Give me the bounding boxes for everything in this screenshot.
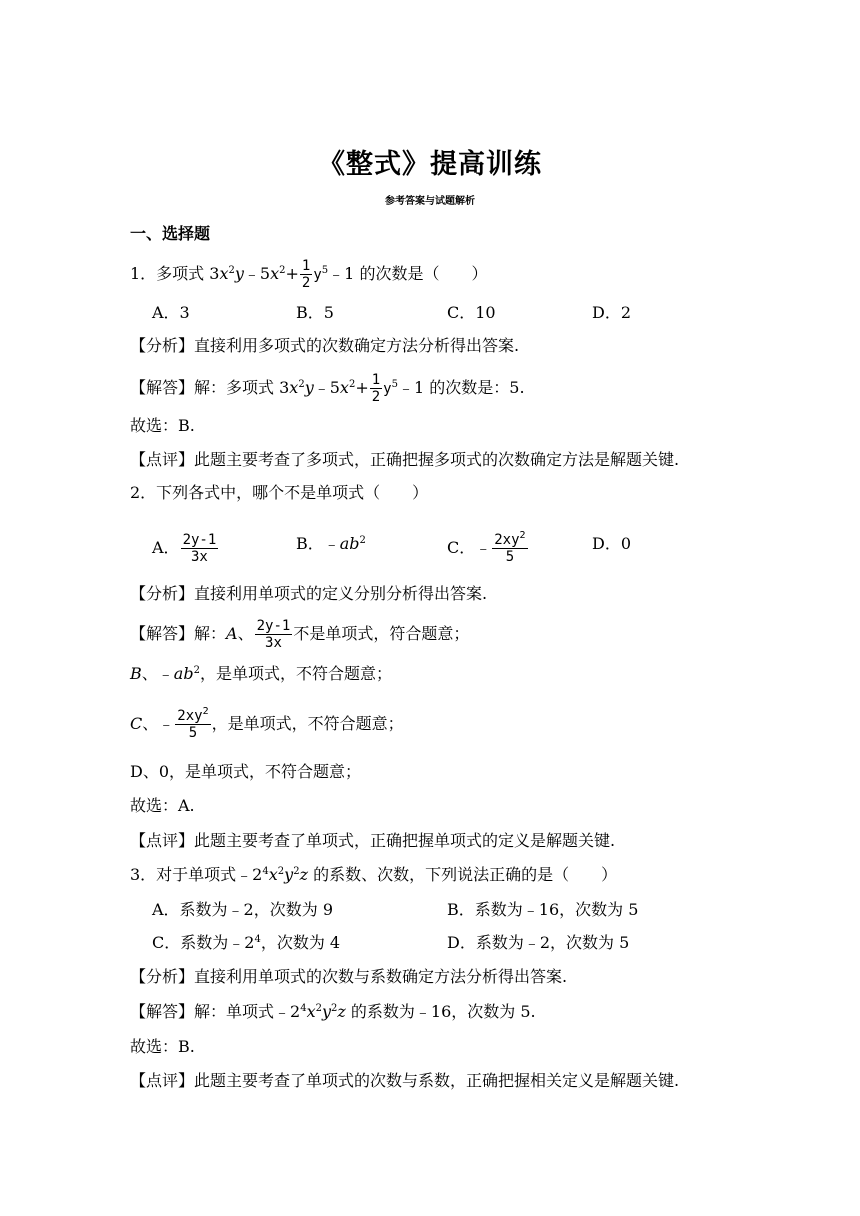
- q3-option-a: A．系数为﹣2，次数为 9: [152, 900, 334, 919]
- q3-choice: 故选：B.: [130, 1037, 195, 1056]
- q3-analysis: 【分析】直接利用单项式的次数与系数确定方法分析得出答案.: [130, 967, 568, 986]
- q2-option-a: A． $\frac{2y-1}{3x}$: [152, 532, 217, 565]
- page-subtitle: 参考答案与试题解析: [385, 196, 475, 207]
- q2-comment: 【点评】此题主要考查了单项式，正确把握单项式的定义是解题关键.: [130, 831, 616, 850]
- q2-analysis: 【分析】直接利用单项式的定义分别分析得出答案.: [130, 584, 488, 603]
- q1-option-c: C．10: [447, 303, 496, 322]
- q3-stem: 3．对于单项式$﹣2^4x^2y^2z$ 的系数、次数，下列说法正确的是（ ）: [130, 865, 618, 884]
- q1-option-b: B．5: [296, 303, 334, 322]
- q1-choice: 故选：B.: [130, 416, 195, 435]
- q1-fraction: $\frac{1}{2}$: [301, 258, 311, 291]
- q2-option-b: B．$﹣ab^2$: [296, 534, 366, 553]
- q2-option-d: D．0: [592, 534, 632, 553]
- section-heading: 一、选择题: [130, 224, 211, 243]
- q2-answer-a: 【解答】解：A、 $\frac{2y-1}{3x}$ 不是单项式，符合题意；: [130, 618, 470, 651]
- q2-choice: 故选：A.: [130, 796, 195, 815]
- q2-option-c: C．﹣ $\frac{2xy^2}{5}$: [447, 530, 526, 565]
- q2-stem: 2．下列各式中，哪个不是单项式（ ）: [130, 483, 429, 502]
- page-title: 《整式》提高训练: [318, 149, 542, 180]
- q1-option-a: A．3: [152, 303, 190, 322]
- q1-analysis: 【分析】直接利用多项式的次数确定方法分析得出答案.: [130, 336, 520, 355]
- q3-answer: 【解答】解：单项式$﹣2^4x^2y^2z$ 的系数为﹣16，次数为 5.: [130, 1002, 536, 1021]
- q3-option-d: D．系数为﹣2，次数为 5: [447, 933, 630, 952]
- q3-option-b: B．系数为﹣16，次数为 5: [447, 900, 639, 919]
- q2-answer-b: B、$﹣ab^2$，是单项式，不符合题意；: [130, 664, 392, 683]
- q2-answer-d: D、0，是单项式，不符合题意；: [130, 762, 362, 781]
- q1-comment: 【点评】此题主要考查了多项式，正确把握多项式的次数确定方法是解题关键.: [130, 450, 680, 469]
- q3-option-c: C．系数为$﹣2^4$，次数为 4: [152, 933, 341, 952]
- q3-comment: 【点评】此题主要考查了单项式的次数与系数，正确把握相关定义是解题关键.: [130, 1071, 680, 1090]
- q1-stem: 1．多项式 $3x^2y﹣5x^2+$ $\frac{1}{2}$ $y^5﹣1$ 的次数是（ ）: [130, 258, 488, 291]
- q1-option-d: D．2: [592, 303, 632, 322]
- q1-answer-fraction: $\frac{1}{2}$: [371, 372, 381, 405]
- q1-answer: 【解答】解：多项式 $3x^2y﹣5x^2+$ $\frac{1}{2}$ $y^5﹣1$ 的次数是：5.: [130, 372, 525, 405]
- q2-answer-c: C、﹣ $\frac{2xy^2}{5}$ ，是单项式，不符合题意；: [130, 706, 404, 741]
